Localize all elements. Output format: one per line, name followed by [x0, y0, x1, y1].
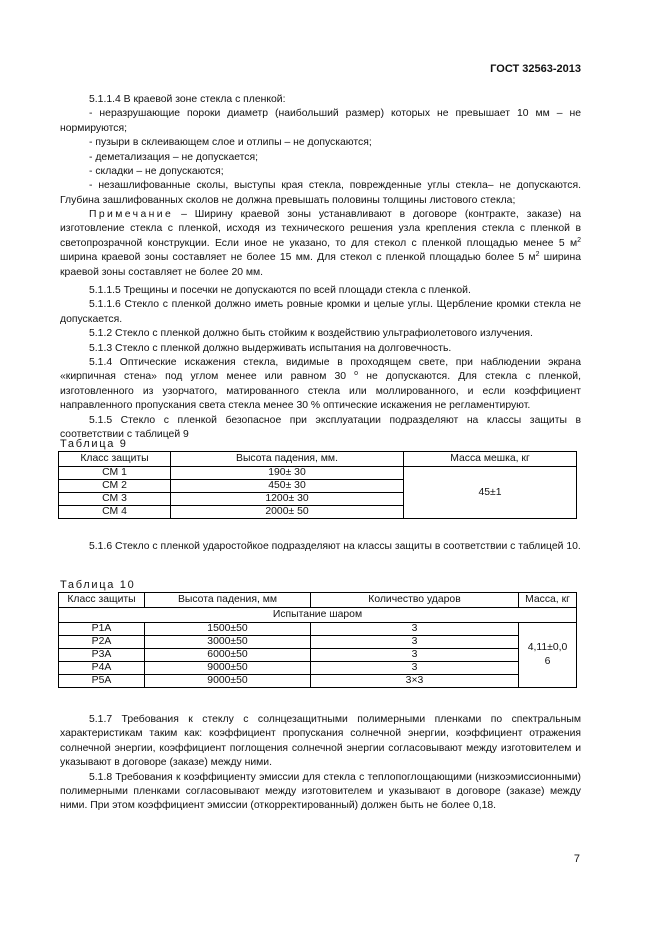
- paragraph: 5.1.8 Требования к коэффициенту эмиссии для стекла с теплопоглощающими (низкоэмиссионными) полимерными пленками согласовывают между изготовителем и указывают в договоре (заказе) между ними. При этом коэффициент эмиссии (откорректированный) должен быть не более 0,18.: [60, 771, 581, 812]
- table-cell: СМ 1: [59, 467, 171, 480]
- table-cell: Р1А: [59, 623, 145, 636]
- note-paragraph: Примечание – Ширину краевой зоны устанавливают в договоре (контракте, заказе) на изготовление стекла с пленкой, исходя из технического решения узла крепления стекла с пленкой в светопрозрачной конструкции. Если иное не указано, то для стекол с пленкой площадью менее 5 $м^2$ ширина краевой зоны составляет не более 15 мм. Для стекол с пленкой площадью более 5 $м^2$ ширина краевой зоны составляет не более 20 мм.: [60, 209, 581, 278]
- table-cell: 3: [311, 623, 519, 636]
- paragraph: 5.1.5 Стекло с пленкой безопасное при эксплуатации подразделяют на классы защиты в соответствии с таблицей 9: [60, 414, 581, 441]
- column-header: Масса, кг: [519, 593, 577, 608]
- table-10: [58, 592, 577, 688]
- table-cell: 6000±50: [145, 649, 311, 662]
- page-number: 7: [573, 853, 580, 865]
- section-516: [60, 540, 581, 554]
- table-row: [59, 675, 577, 688]
- table-cell: СМ 4: [59, 506, 171, 519]
- section-5114: [60, 93, 581, 208]
- test-subheader: Испытание шаром: [59, 608, 577, 623]
- list-item: - неразрушающие пороки диаметр (наибольший размер) которых не превышает 10 мм – не нормируются;: [60, 108, 581, 134]
- table-cell: СМ 2: [59, 480, 171, 493]
- section-5115: [60, 284, 581, 442]
- table-cell: Р2А: [59, 636, 145, 649]
- table-cell: 3×3: [311, 675, 519, 688]
- table-cell: 1200± 30: [171, 493, 404, 506]
- table-cell: 190± 30: [171, 467, 404, 480]
- table-row: [59, 662, 577, 675]
- list-item: - деметализация – не допускается;: [89, 151, 259, 163]
- paragraph: 5.1.3 Стекло с пленкой должно выдерживать испытания на долговечность.: [89, 342, 452, 354]
- table-cell: Р3А: [59, 649, 145, 662]
- paragraph: 5.1.1.6 Стекло с пленкой должно иметь ровные кромки и целые углы. Щербление кромки стекла не допускается.: [60, 299, 581, 325]
- table-cell: Р4А: [59, 662, 145, 675]
- table-cell: 2000± 50: [171, 506, 404, 519]
- table-row: [59, 467, 577, 480]
- note-label: Примечание: [89, 209, 174, 220]
- paragraph: 5.1.7 Требования к стеклу с солнцезащитными полимерными пленками по спектральным характеристикам таким как: коэффициент пропускания солнечной энергии, коэффициент отражения солнечной энергии, коэффициент поглощения солнечной энергии согласовывают между изготовителем и указывают в договоре (заказе) между ними.: [60, 714, 581, 769]
- column-header: Количество ударов: [311, 593, 519, 608]
- column-header: Масса мешка, кг: [404, 452, 577, 467]
- table-cell: 3: [311, 662, 519, 675]
- paragraph: 5.1.6 Стекло с пленкой ударостойкое подразделяют на классы защиты в соответствии с таблицей 10.: [89, 541, 581, 552]
- table-cell: Р5А: [59, 675, 145, 688]
- paragraph: 5.1.1.5 Трещины и посечки не допускаются по всей площади стекла с пленкой.: [89, 285, 471, 296]
- table-cell: 9000±50: [145, 675, 311, 688]
- table-row: [59, 623, 577, 636]
- list-item: - складки – не допускаются;: [89, 166, 224, 178]
- table10-caption: Таблица 10: [60, 579, 136, 591]
- column-header: Класс защиты: [59, 452, 171, 467]
- note-block: [60, 208, 581, 280]
- table-9: [58, 451, 577, 519]
- section-517: [60, 713, 581, 814]
- table-cell: 9000±50: [145, 662, 311, 675]
- list-item: - пузыри в склеивающем слое и отлипы – не допускаются;: [89, 137, 372, 149]
- table-cell: 3000±50: [145, 636, 311, 649]
- paragraph: 5.1.1.4 В краевой зоне стекла с пленкой:: [89, 94, 286, 105]
- table-cell: СМ 3: [59, 493, 171, 506]
- mass-cell: 4,11±0,0 6: [519, 623, 577, 688]
- list-item: - незашлифованные сколы, выступы края стекла, поврежденные углы стекла– не допускаются. Глубина зашлифованных сколов не должна превышать половины толщины листового стекла;: [60, 180, 581, 206]
- column-header: Высота падения, мм.: [171, 452, 404, 467]
- column-header: Высота падения, мм: [145, 593, 311, 608]
- table-cell: 3: [311, 649, 519, 662]
- table9-caption: Таблица 9: [60, 438, 128, 450]
- table-row: [59, 649, 577, 662]
- table-cell: 450± 30: [171, 480, 404, 493]
- mass-cell: 45±1: [404, 467, 577, 519]
- document-header: ГОСТ 32563-2013: [490, 63, 581, 75]
- table-cell: 1500±50: [145, 623, 311, 636]
- table-cell: 3: [311, 636, 519, 649]
- column-header: Класс защиты: [59, 593, 145, 608]
- paragraph: 5.1.4 Оптические искажения стекла, видимые в проходящем свете, при наблюдении экрана «кирпичная стена» под углом менее или равном 30 $^о$ не допускаются. Для стекла с пленкой, изготовленного из узорчатого, матированного стекла или моллированного, и если коэффициент направленного пропускания света стекла менее 30 % оптические искажения не регламентируют.: [60, 357, 581, 412]
- table-row: [59, 636, 577, 649]
- paragraph: 5.1.2 Стекло с пленкой должно быть стойким к воздействию ультрафиолетового излучения.: [89, 328, 533, 340]
